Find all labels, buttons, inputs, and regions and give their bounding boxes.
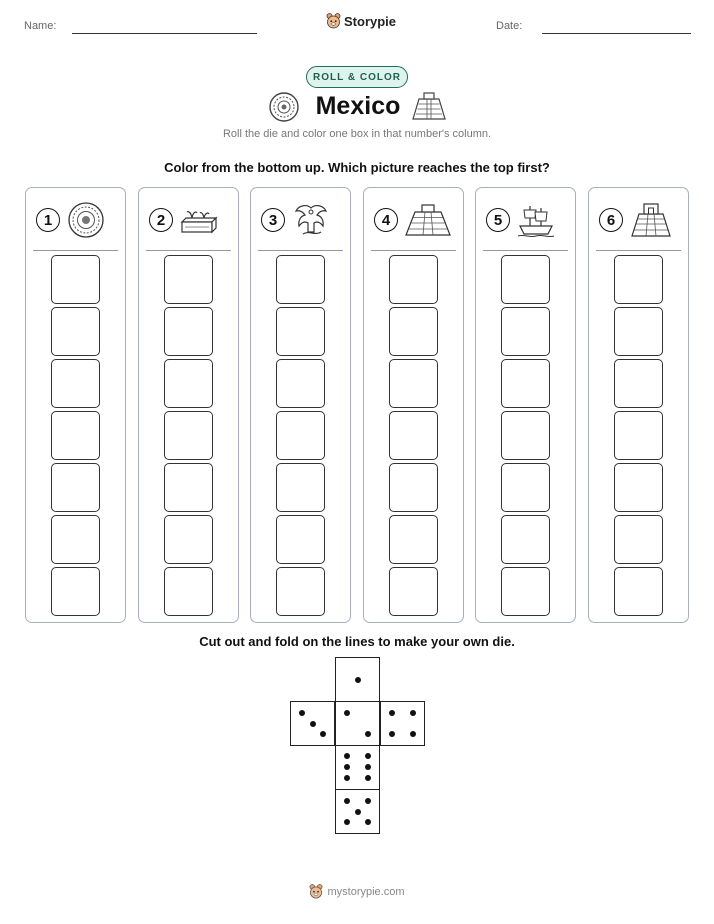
pip [310, 721, 316, 727]
pip [365, 775, 371, 781]
pip [389, 731, 395, 737]
pip [355, 809, 361, 815]
color-box[interactable] [501, 567, 550, 616]
pip [355, 677, 361, 683]
pip [365, 731, 371, 737]
column-divider [258, 250, 343, 251]
column-3 [250, 187, 351, 623]
column-header [486, 202, 566, 238]
subtitle: Roll the die and color one box in that number's column. [222, 128, 492, 140]
column-divider [146, 250, 231, 251]
color-box[interactable] [276, 515, 325, 564]
pip [344, 798, 350, 804]
number-badge: 4 [374, 208, 398, 232]
color-box[interactable] [164, 567, 213, 616]
color-box[interactable] [389, 307, 438, 356]
color-box[interactable] [389, 255, 438, 304]
color-box[interactable] [276, 307, 325, 356]
color-box[interactable] [501, 255, 550, 304]
galleon-ship-icon [516, 202, 556, 238]
column-divider [596, 250, 681, 251]
column-header [374, 202, 454, 238]
pip [389, 710, 395, 716]
aztec-calendar-icon [66, 202, 106, 238]
color-box[interactable] [614, 255, 663, 304]
color-box[interactable] [164, 255, 213, 304]
color-box[interactable] [614, 515, 663, 564]
die-face-3 [290, 701, 335, 746]
color-box[interactable] [276, 567, 325, 616]
color-box[interactable] [614, 359, 663, 408]
pip [365, 764, 371, 770]
die-face-4 [380, 701, 425, 746]
color-box[interactable] [501, 463, 550, 512]
color-box[interactable] [164, 307, 213, 356]
color-box[interactable] [51, 463, 100, 512]
number-badge: 1 [36, 208, 60, 232]
number-badge: 3 [261, 208, 285, 232]
chinampa-garden-icon [179, 202, 219, 238]
pip [299, 710, 305, 716]
brand-name: Storypie [344, 14, 397, 29]
pip [410, 731, 416, 737]
color-box[interactable] [51, 515, 100, 564]
color-box[interactable] [389, 359, 438, 408]
color-box[interactable] [51, 411, 100, 460]
temple-icon [629, 202, 673, 238]
date-line[interactable] [542, 33, 691, 34]
pip [344, 753, 350, 759]
brand-logo [326, 13, 396, 30]
number-badge: 5 [486, 208, 510, 232]
column-4 [363, 187, 464, 623]
storypie-mascot-icon [309, 884, 323, 900]
die-face-1 [335, 657, 380, 702]
pip [365, 819, 371, 825]
footer [0, 884, 714, 900]
pip [344, 775, 350, 781]
column-header [599, 202, 679, 238]
name-line[interactable] [72, 33, 257, 34]
storypie-mascot-icon [326, 13, 341, 30]
pip [365, 753, 371, 759]
die-face-5 [335, 789, 380, 834]
color-box[interactable] [164, 515, 213, 564]
pip [344, 819, 350, 825]
page-title: Mexico [315, 92, 401, 120]
color-box[interactable] [614, 307, 663, 356]
pip [320, 731, 326, 737]
activity-badge: ROLL & COLOR [306, 66, 408, 88]
color-box[interactable] [164, 411, 213, 460]
pyramid-icon [404, 202, 452, 238]
date-label: Date: [496, 20, 523, 32]
instruction: Color from the bottom up. Which picture reaches the top first? [164, 160, 550, 175]
pip [344, 710, 350, 716]
color-box[interactable] [51, 255, 100, 304]
column-2 [138, 187, 239, 623]
pip [410, 710, 416, 716]
column-divider [371, 250, 456, 251]
color-box[interactable] [164, 359, 213, 408]
color-box[interactable] [501, 515, 550, 564]
number-badge: 6 [599, 208, 623, 232]
column-5 [475, 187, 576, 623]
pyramid-icon [411, 91, 447, 121]
color-box[interactable] [164, 463, 213, 512]
color-box[interactable] [389, 567, 438, 616]
color-box[interactable] [51, 359, 100, 408]
color-box[interactable] [614, 411, 663, 460]
column-header [261, 202, 341, 238]
color-box[interactable] [389, 515, 438, 564]
color-box[interactable] [501, 359, 550, 408]
footer-url[interactable]: mystorypie.com [327, 886, 405, 898]
color-box[interactable] [276, 411, 325, 460]
name-label: Name: [24, 20, 57, 32]
die-face-2 [335, 701, 380, 746]
color-box[interactable] [614, 463, 663, 512]
number-badge: 2 [149, 208, 173, 232]
color-box[interactable] [51, 307, 100, 356]
pip [365, 798, 371, 804]
column-header [149, 202, 229, 238]
color-box[interactable] [276, 255, 325, 304]
color-box[interactable] [389, 463, 438, 512]
die-face-6 [335, 745, 380, 790]
column-6 [588, 187, 689, 623]
column-1 [25, 187, 126, 623]
color-box[interactable] [614, 567, 663, 616]
pip [344, 764, 350, 770]
color-box[interactable] [501, 307, 550, 356]
color-box[interactable] [501, 411, 550, 460]
column-divider [33, 250, 118, 251]
color-box[interactable] [276, 463, 325, 512]
column-divider [483, 250, 568, 251]
cut-instruction: Cut out and fold on the lines to make your own die. [199, 634, 515, 649]
color-box[interactable] [389, 411, 438, 460]
aztec-calendar-icon [268, 91, 300, 123]
eagle-emblem-icon [291, 202, 331, 238]
column-header [36, 202, 116, 238]
color-box[interactable] [276, 359, 325, 408]
color-box[interactable] [51, 567, 100, 616]
